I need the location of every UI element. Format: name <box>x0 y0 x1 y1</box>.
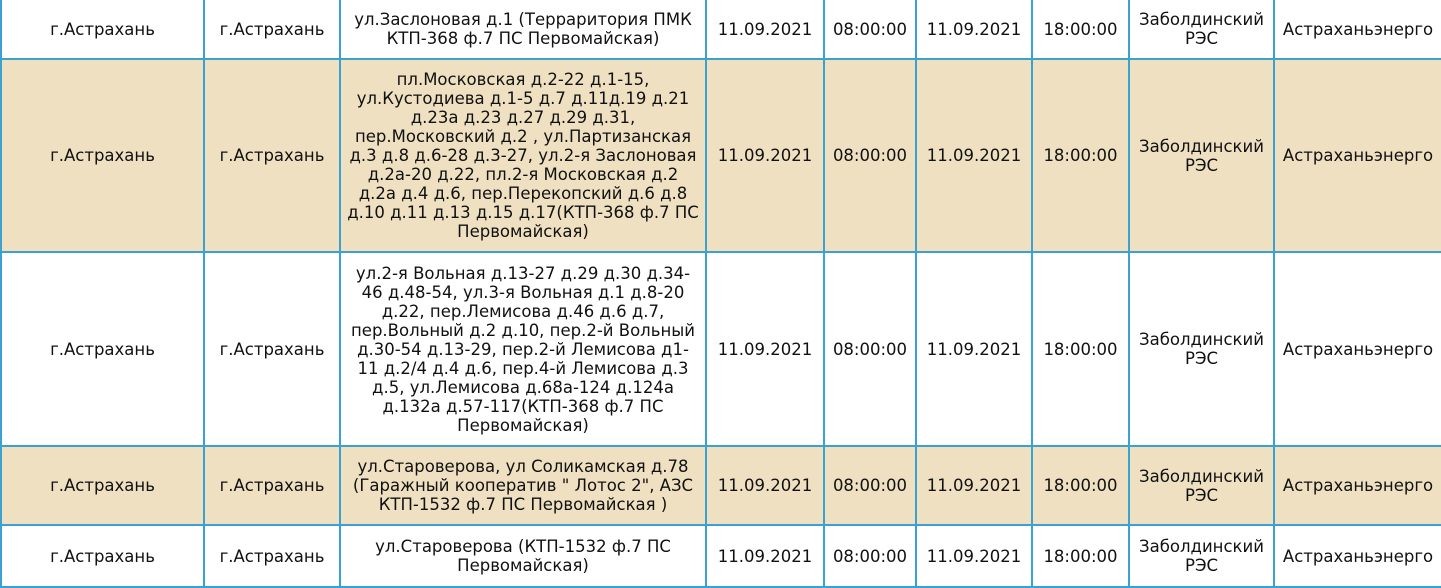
locality-cell: г.Астрахань <box>204 252 340 446</box>
district-cell: г.Астрахань <box>1 0 204 59</box>
table-row <box>1 252 1441 446</box>
end-date-cell: 11.09.2021 <box>916 252 1032 446</box>
res-cell: Заболдинский РЭС <box>1129 59 1274 252</box>
start-time-cell: 08:00:00 <box>824 525 916 587</box>
end-date-cell: 11.09.2021 <box>916 446 1032 525</box>
res-cell: Заболдинский РЭС <box>1129 252 1274 446</box>
end-date-cell: 11.09.2021 <box>916 0 1032 59</box>
start-date-cell: 11.09.2021 <box>706 252 824 446</box>
locality-cell: г.Астрахань <box>204 446 340 525</box>
district-cell: г.Астрахань <box>1 446 204 525</box>
company-cell: Астраханьэнерго <box>1274 59 1441 252</box>
end-date-cell: 11.09.2021 <box>916 525 1032 587</box>
end-time-cell: 18:00:00 <box>1032 252 1129 446</box>
end-time-cell: 18:00:00 <box>1032 59 1129 252</box>
address-cell: ул.Староверова (КТП-1532 ф.7 ПС Первомайская) <box>340 525 706 587</box>
end-time-cell: 18:00:00 <box>1032 525 1129 587</box>
end-time-cell: 18:00:00 <box>1032 0 1129 59</box>
locality-cell: г.Астрахань <box>204 59 340 252</box>
table-row <box>1 446 1441 525</box>
start-time-cell: 08:00:00 <box>824 252 916 446</box>
start-date-cell: 11.09.2021 <box>706 446 824 525</box>
address-cell: пл.Московская д.2-22 д.1-15, ул.Кустодиева д.1-5 д.7 д.11д.19 д.21 д.23а д.23 д.27 д.29 д.31, пер.Московский д.2 , ул.Партизанская д.3 д.8 д.6-28 д.3-27, ул.2-я Заслоновая д.2а-20 д.22, пл.2-я Московская д.2 д.2а д.4 д.6, пер.Перекопский д.6 д.8 д.10 д.11 д.13 д.15 д.17(КТП-368 ф.7 ПС Первомайская) <box>340 59 706 252</box>
district-cell: г.Астрахань <box>1 252 204 446</box>
start-date-cell: 11.09.2021 <box>706 525 824 587</box>
end-date-cell: 11.09.2021 <box>916 59 1032 252</box>
table-row <box>1 525 1441 587</box>
address-cell: ул.2-я Вольная д.13-27 д.29 д.30 д.34-46 д.48-54, ул.3-я Вольная д.1 д.8-20 д.22, пер.Лемисова д.46 д.6 д.7, пер.Вольный д.2 д.10, пер.2-й Вольный д.30-54 д.13-29, пер.2-й Лемисова д1-11 д.2/4 д.4 д.6, пер.4-й Лемисова д.3 д.5, ул.Лемисова д.68а-124 д.124а д.132а д.57-117(КТП-368 ф.7 ПС Первомайская) <box>340 252 706 446</box>
start-time-cell: 08:00:00 <box>824 446 916 525</box>
address-cell: ул.Староверова, ул Соликамская д.78 (Гаражный кооператив " Лотос 2", АЗС КТП-1532 ф.7 ПС Первомайская ) <box>340 446 706 525</box>
res-cell: Заболдинский РЭС <box>1129 446 1274 525</box>
table-row <box>1 0 1441 59</box>
end-time-cell: 18:00:00 <box>1032 446 1129 525</box>
res-cell: Заболдинский РЭС <box>1129 525 1274 587</box>
company-cell: Астраханьэнерго <box>1274 446 1441 525</box>
start-date-cell: 11.09.2021 <box>706 59 824 252</box>
address-cell: ул.Заслоновая д.1 (Терраритория ПМК КТП-368 ф.7 ПС Первомайская) <box>340 0 706 59</box>
res-cell: Заболдинский РЭС <box>1129 0 1274 59</box>
start-date-cell: 11.09.2021 <box>706 0 824 59</box>
district-cell: г.Астрахань <box>1 525 204 587</box>
company-cell: Астраханьэнерго <box>1274 0 1441 59</box>
company-cell: Астраханьэнерго <box>1274 252 1441 446</box>
district-cell: г.Астрахань <box>1 59 204 252</box>
locality-cell: г.Астрахань <box>204 0 340 59</box>
locality-cell: г.Астрахань <box>204 525 340 587</box>
company-cell: Астраханьэнерго <box>1274 525 1441 587</box>
table-row <box>1 59 1441 252</box>
start-time-cell: 08:00:00 <box>824 59 916 252</box>
start-time-cell: 08:00:00 <box>824 0 916 59</box>
